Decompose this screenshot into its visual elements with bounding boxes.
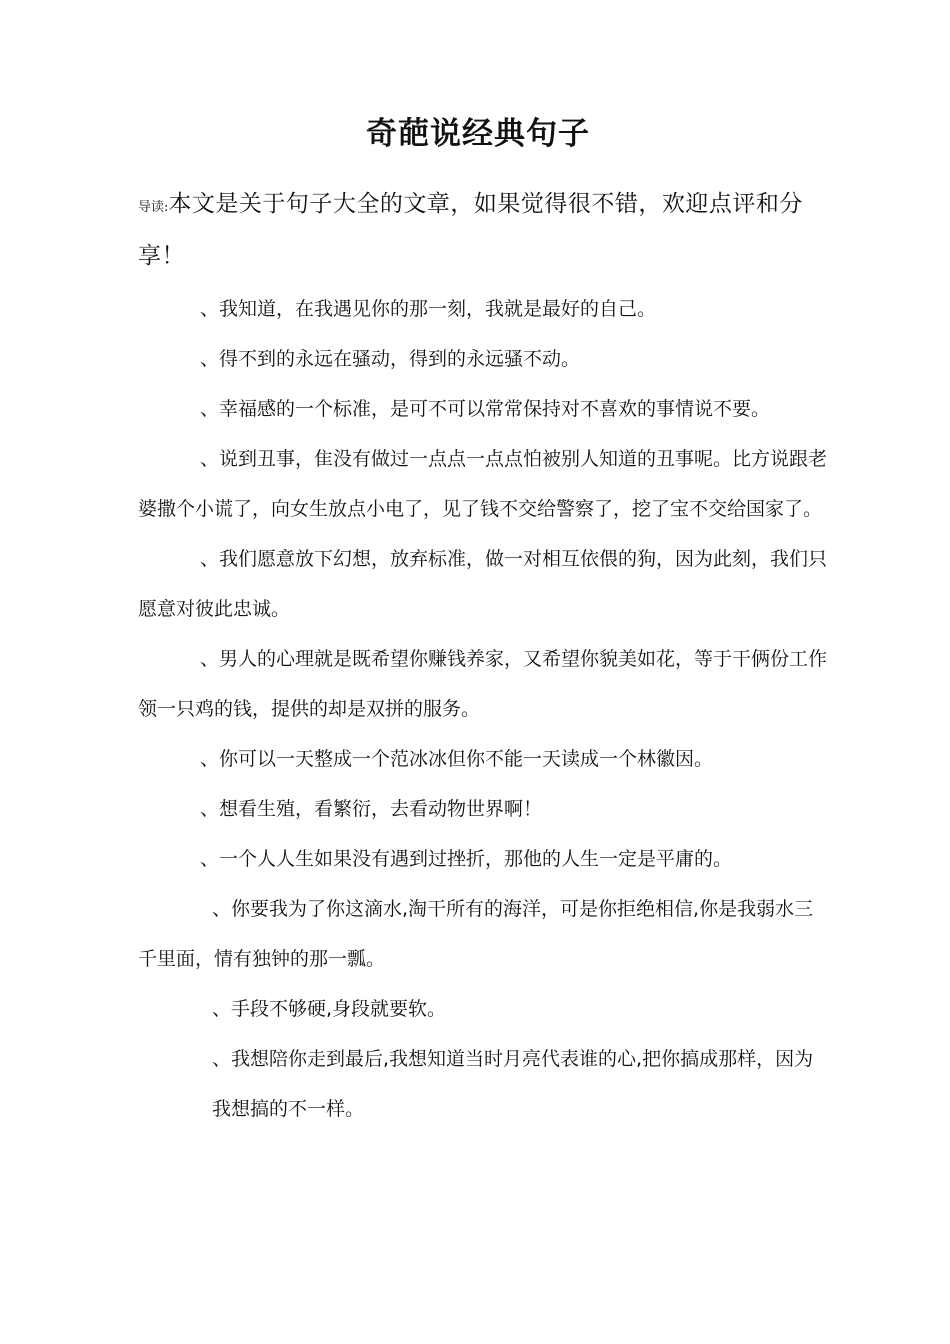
sentence-item: 、幸福感的一个标准，是可不可以常常保持对不喜欢的事情说不要。: [200, 398, 771, 420]
sentence-item: 、男人的心理就是既希望你赚钱养家，又希望你貌美如花，等于干俩份工作领一只鸡的钱，提供的却是双拼的服务。: [138, 648, 828, 720]
sentence-item: 、我们愿意放下幻想，放弃标准，做一对相互依偎的狗，因为此刻，我们只愿意对彼此忠诚。: [138, 548, 828, 620]
sentence-item: 、说到丑事，隹没有做过一点点一点点怕被别人知道的丑事呢。比方说跟老婆撒个小谎了，向女生放点小电了，见了钱不交给警察了，挖了宝不交给国家了。: [138, 448, 828, 520]
sentence-item: 、我想陪你走到最后,我想知道当时月亮代表谁的心,把你搞成那样，因为我想搞的不一样。: [212, 1048, 814, 1120]
document-title: 奇葩说经典句子: [366, 116, 590, 152]
sentence-item: 、得不到的永远在骚动，得到的永远骚不动。: [200, 348, 581, 370]
intro-label: 导读:: [138, 200, 169, 215]
sentence-item: 、一个人人生如果没有遇到过挫折，那他的人生一定是平庸的。: [200, 848, 733, 870]
sentence-list: [138, 284, 830, 1134]
sentence-item: 、你可以一天整成一个范冰冰但你不能一天读成一个林徽因。: [200, 748, 714, 770]
sentence-item: 、想看生殖，看繁衍，去看动物世界啊！: [200, 798, 543, 820]
intro-text: 本文是关于句子大全的文章，如果觉得很不错，欢迎点评和分享！: [138, 191, 803, 269]
sentence-item: 、我知道，在我遇见你的那一刻，我就是最好的自己。: [200, 298, 657, 320]
sentence-item: 、你要我为了你这滴水,淘干所有的海洋，可是你拒绝相信,你是我弱水三千里面，情有独钟的那一瓢。: [138, 898, 814, 970]
intro-paragraph: [138, 180, 808, 280]
sentence-item: 、手段不够硬,身段就要软。: [212, 998, 447, 1020]
